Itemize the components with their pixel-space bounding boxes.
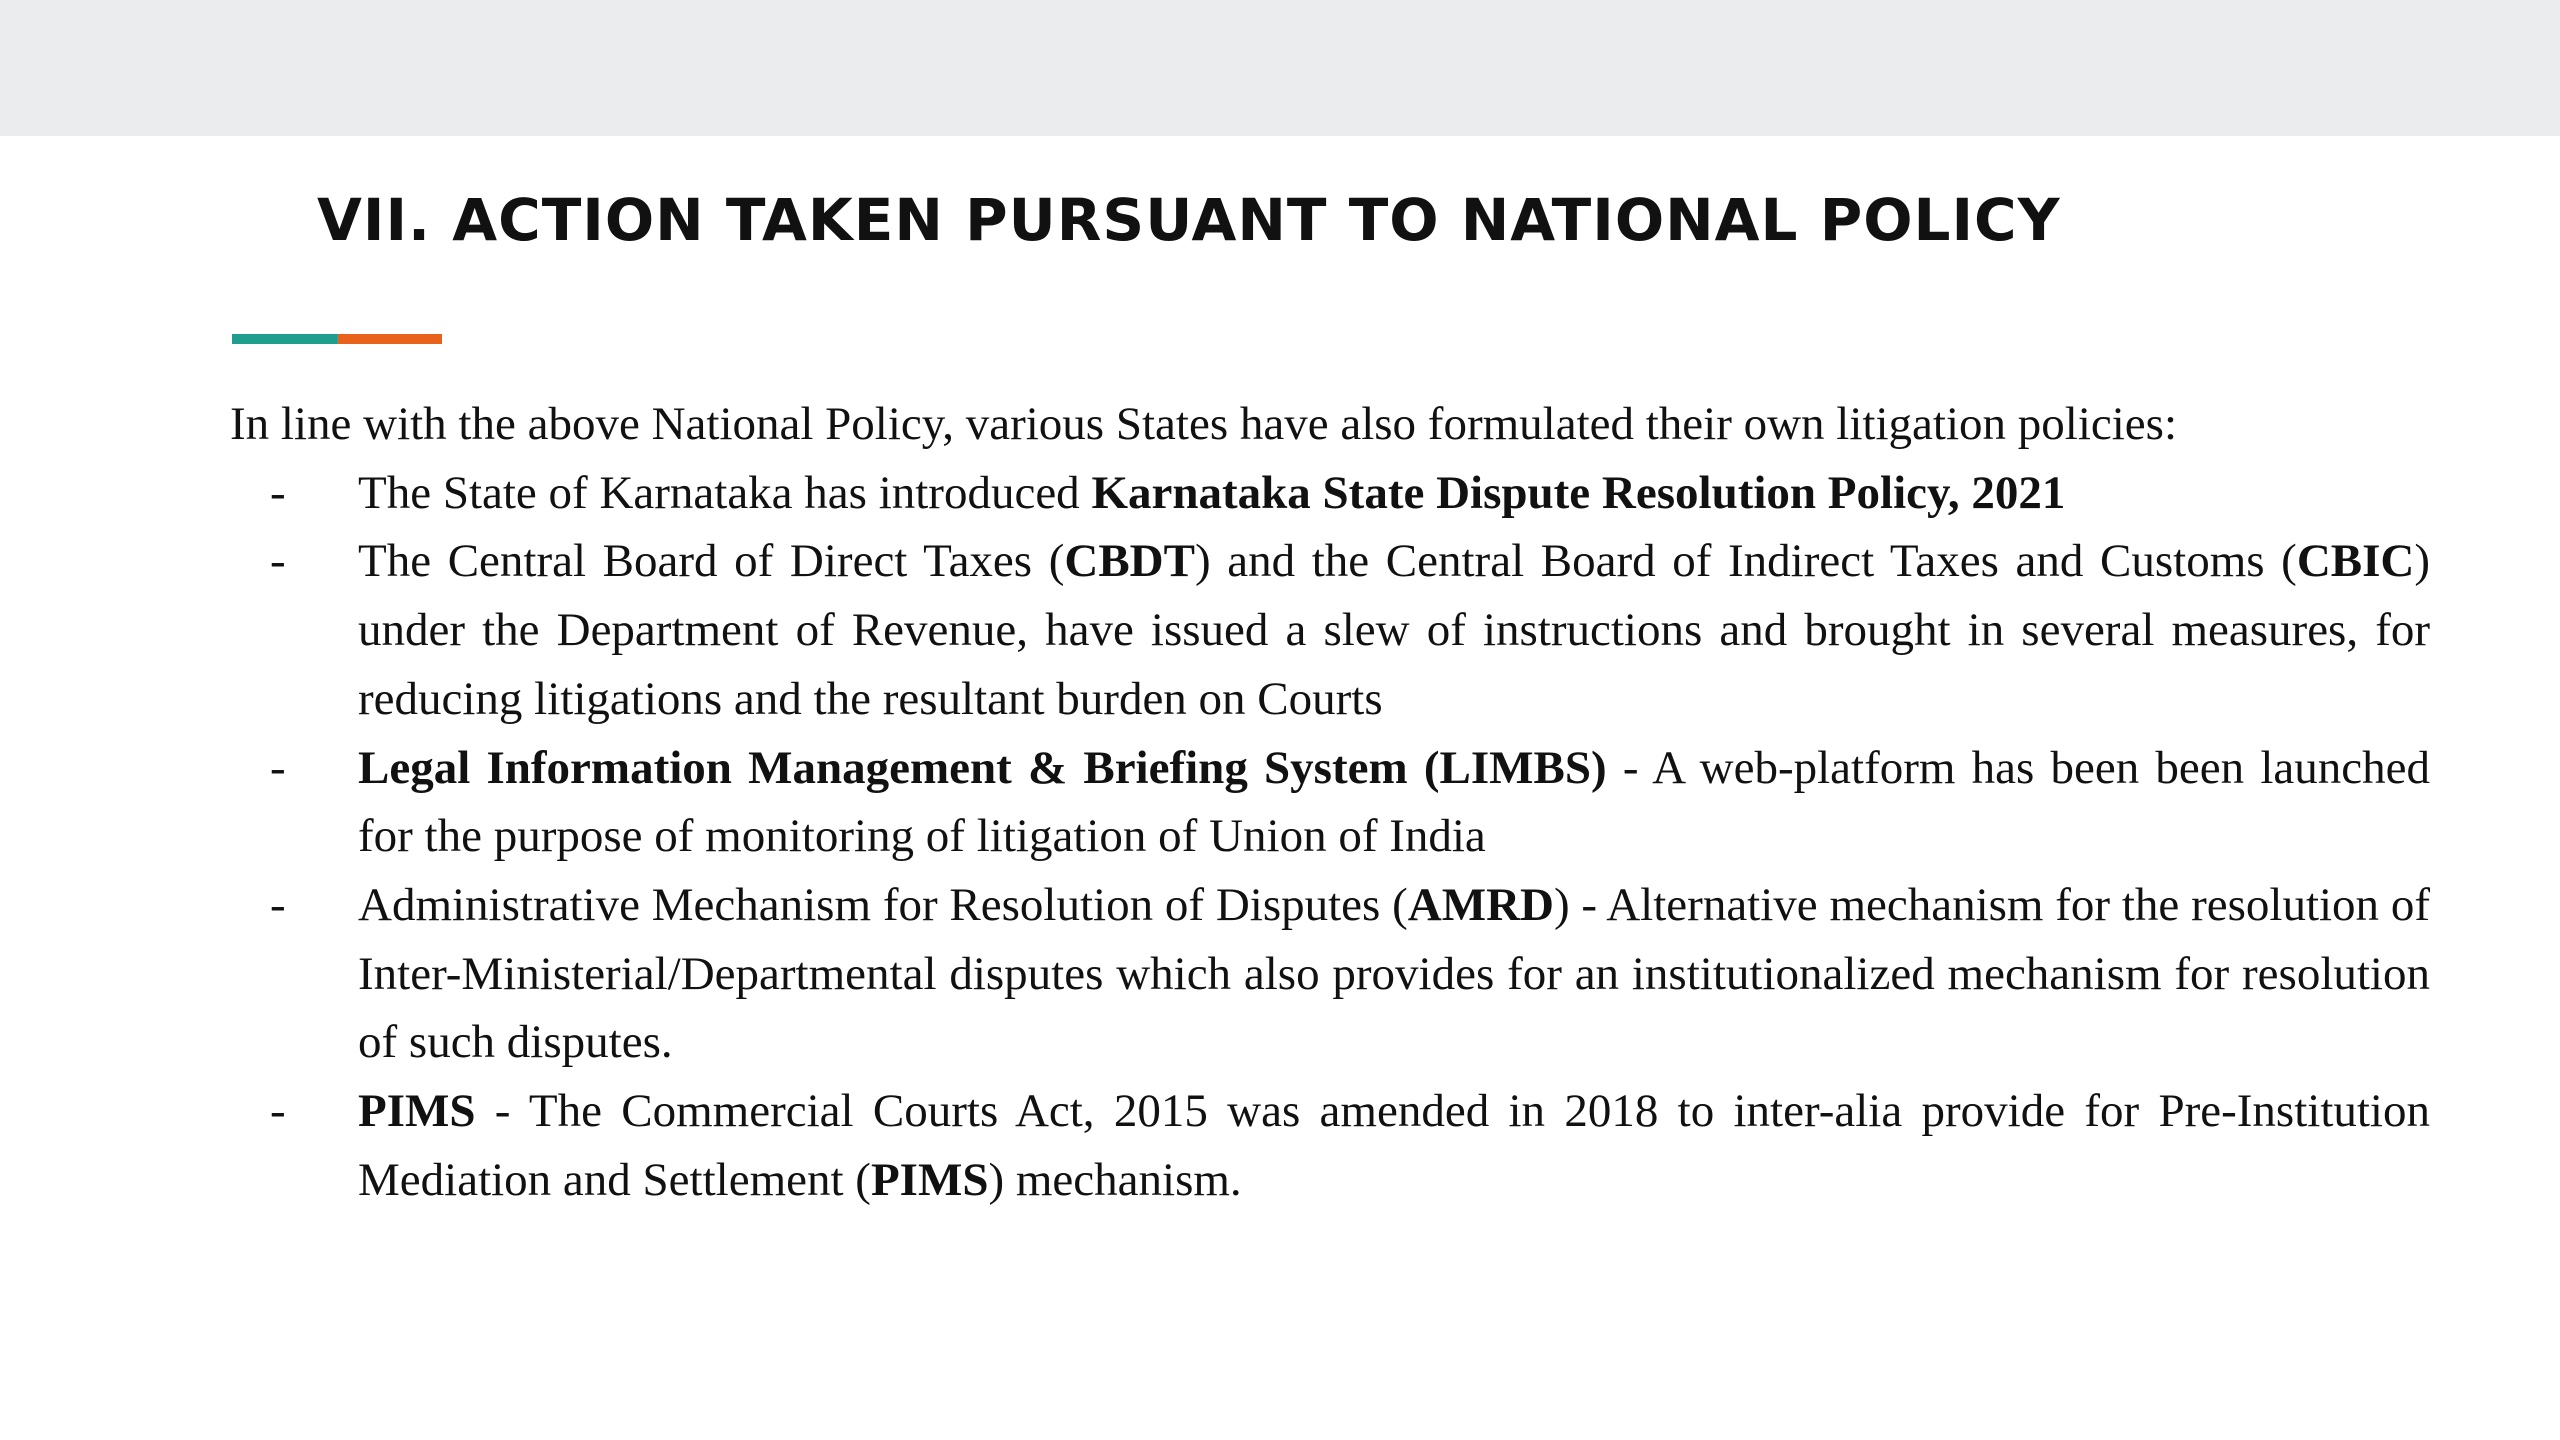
intro-text: In line with the above National Policy, various States have also formulated their own litigation policies:	[230, 398, 2178, 450]
slide-body	[230, 390, 2431, 1214]
list-item-text	[358, 742, 2430, 863]
bullet-dash: -	[270, 1085, 286, 1138]
list-item-karnataka	[230, 459, 2430, 528]
bold-run: PIMS	[870, 1153, 989, 1206]
list-item-cbdt-cbic	[230, 527, 2430, 733]
text-run: ) and the Central Board of Indirect Taxes and Customs (	[1194, 535, 2297, 588]
list-item-text	[358, 467, 2065, 519]
bold-run: Karnataka State Dispute Resolution Policy, 2021	[1091, 466, 2066, 519]
bold-run: AMRD	[1407, 878, 1554, 931]
bold-run: Legal Information Management & Briefing System (LIMBS)	[358, 741, 1607, 794]
list-item-text	[358, 879, 2430, 1068]
top-band	[0, 0, 2560, 136]
accent-bar-orange	[337, 334, 442, 344]
text-run: ) - Alternative mechanism for the resolution of Inter-Ministerial/Departmental disputes which also provides for an institutionalized mechanism for resolution of such disputes.	[358, 878, 2431, 1069]
list-item-limbs	[230, 734, 2430, 871]
text-run: The State of Karnataka has introduced	[358, 466, 1092, 519]
text-run: The Central Board of Direct Taxes (	[358, 535, 1065, 588]
text-run: - The Commercial Courts Act, 2015 was amended in 2018 to inter-alia provide for Pre-Institution Mediation and Settlement (	[358, 1085, 2430, 1206]
accent-bar-teal	[232, 334, 337, 344]
title-accent-bar	[232, 334, 442, 344]
bold-run: PIMS	[358, 1085, 476, 1138]
bullet-dash: -	[270, 466, 286, 519]
bold-run: CBDT	[1064, 535, 1195, 588]
text-run: Administrative Mechanism for Resolution of Disputes (	[358, 878, 1408, 931]
list-item-pims	[230, 1077, 2430, 1214]
bullet-dash: -	[270, 535, 286, 588]
text-run: ) under the Department of Revenue, have issued a slew of instructions and brought in several measures, for reducing litigations and the resultant burden on Courts	[358, 535, 2431, 725]
list-item-text	[358, 1085, 2430, 1206]
list-item-text	[358, 535, 2430, 724]
bullet-dash: -	[270, 741, 286, 794]
policy-list	[230, 459, 2431, 1215]
bold-run: CBIC	[2296, 535, 2415, 588]
text-run: ) mechanism.	[988, 1153, 1242, 1206]
slide-title: VII. ACTION TAKEN PURSUANT TO NATIONAL POLICY	[317, 186, 2061, 254]
text-run: - A web-platform has been been launched for the purpose of monitoring of litigation of Union of India	[358, 741, 2430, 863]
list-item-amrd	[230, 871, 2430, 1077]
bullet-dash: -	[270, 878, 286, 931]
